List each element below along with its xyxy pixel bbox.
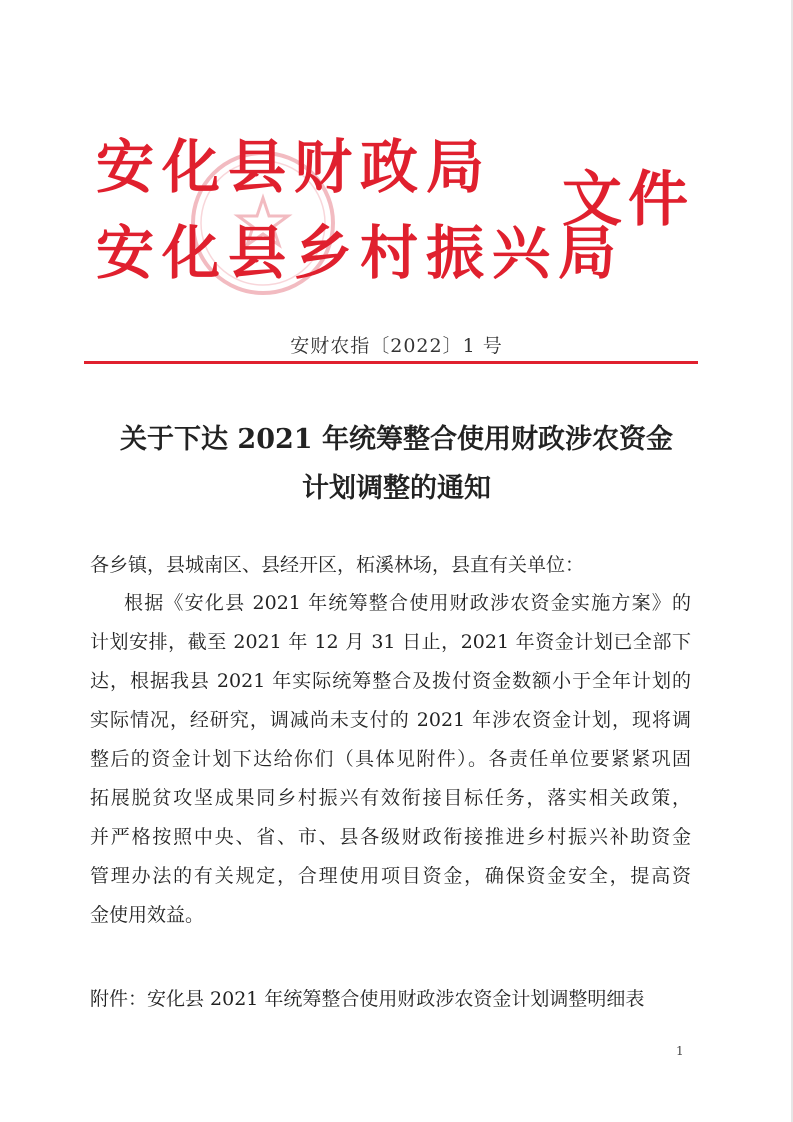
body-line: 金使用效益。: [90, 904, 205, 926]
document-number: 安财农指〔2022〕1 号: [290, 335, 503, 357]
attachment-note: 附件：安化县 2021 年统筹整合使用财政涉农资金计划调整明细表: [90, 988, 645, 1010]
body-line: 达，根据我县 2021 年实际统筹整合及拨付资金数额小于全年计划的: [90, 670, 691, 692]
salutation: 各乡镇，县城南区、县经开区，柘溪林场，县直有关单位：: [90, 554, 585, 576]
document-type-label: 文件: [562, 165, 694, 235]
notice-title-line-2: 计划调整的通知: [302, 473, 491, 504]
page-number: 1: [676, 1044, 684, 1058]
body-line: 实际情况，经研究，调减尚未支付的 2021 年涉农资金计划，现将调: [90, 709, 691, 731]
red-header-divider: [84, 361, 698, 364]
body-line: 并严格按照中央、省、市、县各级财政衔接推进乡村振兴补助资金: [90, 826, 691, 848]
notice-title-line-1: 关于下达 2021 年统筹整合使用财政涉农资金: [120, 424, 673, 455]
issuer-finance-bureau: 安化县财政局: [96, 133, 493, 201]
body-line: 计划安排，截至 2021 年 12 月 31 日止，2021 年资金计划已全部下: [90, 631, 691, 653]
body-line: 拓展脱贫攻坚成果同乡村振兴有效衔接目标任务，落实相关政策，: [90, 787, 691, 809]
body-line: 整后的资金计划下达给你们（具体见附件）。各责任单位要紧紧巩固: [90, 748, 691, 770]
body-line: 管理办法的有关规定，合理使用项目资金，确保资金安全，提高资: [90, 865, 691, 887]
issuer-rural-revitalization-bureau: 安化县乡村振兴局: [96, 219, 625, 287]
body-line: 根据《安化县 2021 年统筹整合使用财政涉农资金实施方案》的: [124, 592, 691, 614]
